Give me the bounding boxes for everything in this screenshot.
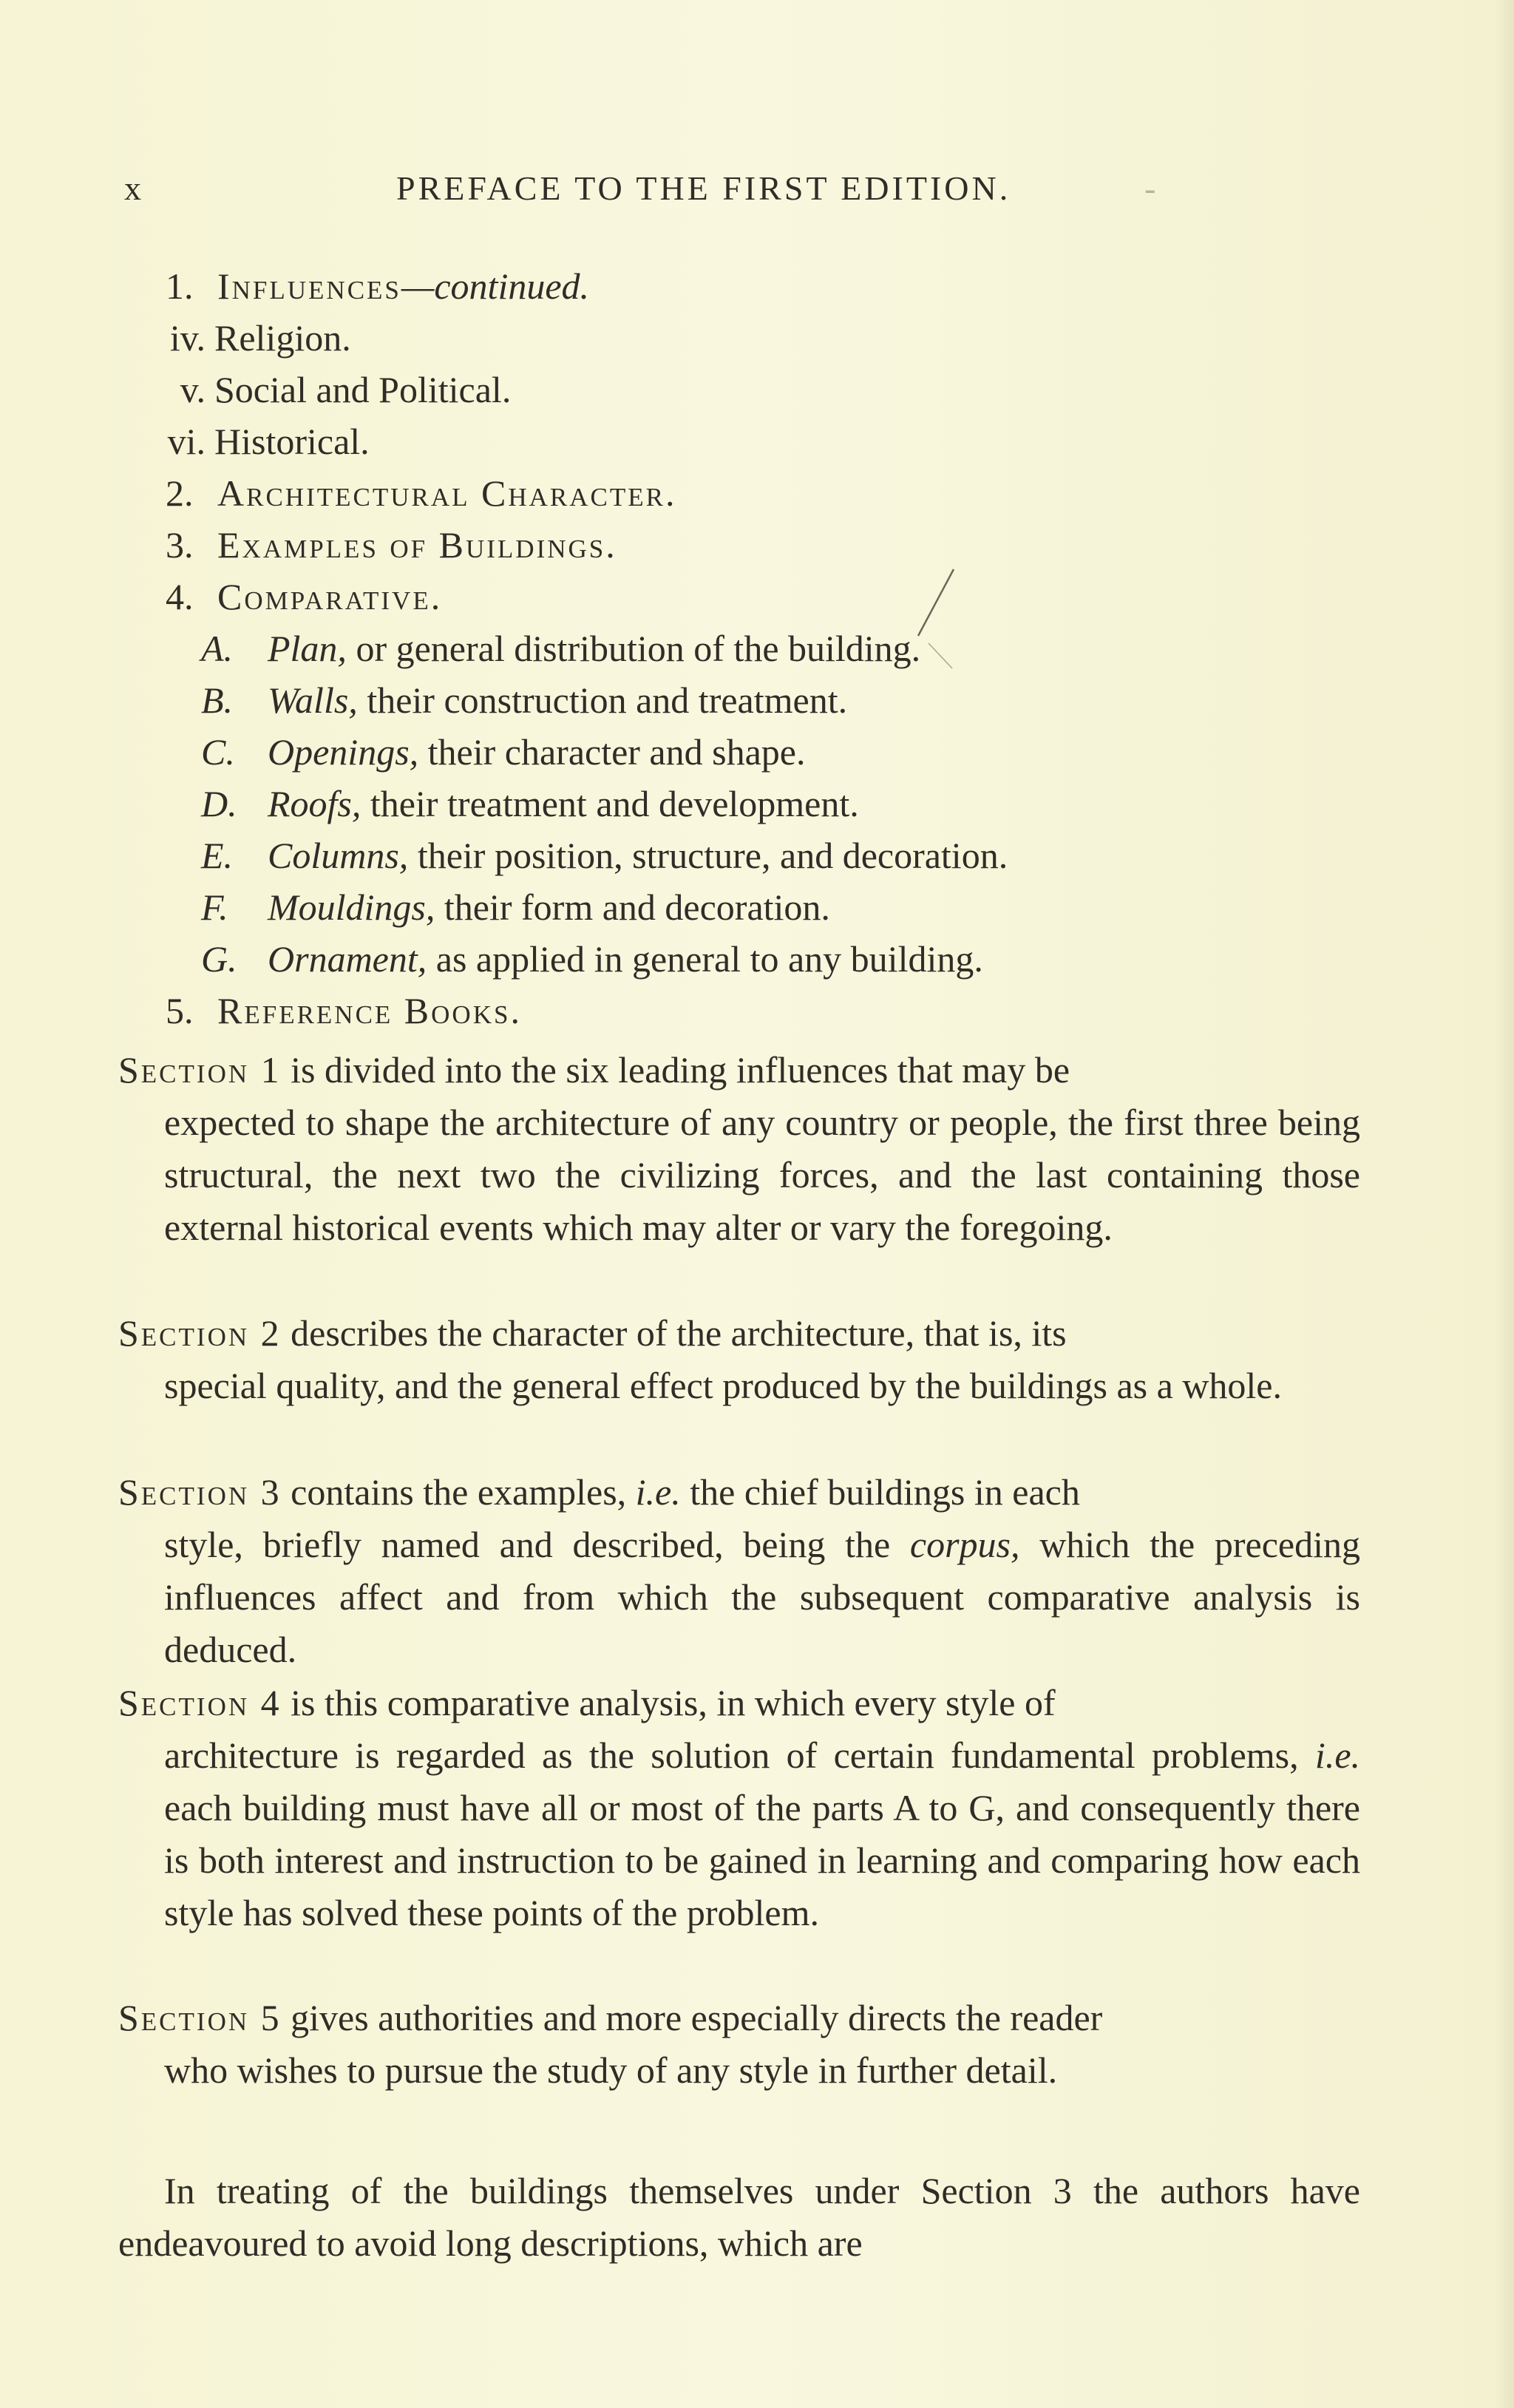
outline-item-3: 3. Examples of Buildings. <box>166 524 617 566</box>
section-2-description: Section 2 describes the character of the architecture, that is, its special quality, and the general effect produced by the buildings as a whole. <box>118 1312 1282 1406</box>
section-4-description: Section 4 is this comparative analysis, in which every style of architecture is regarded as the solution of certain fundamental problems, i.e. each building must have all or most of the parts A to G, and consequently there is both interest and instruction to be gained in learning and comparing how each style has solved these points of the problem. <box>118 1682 1361 1933</box>
header-mark: - <box>1144 169 1159 207</box>
comparative-item-d: D. Roofs, their treatment and development. <box>201 783 859 824</box>
section-1-description: Section 1 is divided into the six leading influences that may be expected to shape the architecture of any country or people, the first three being structural, the next two the civilizing forces, and the last containing those external historical events which may alter or vary the foregoing. <box>118 1049 1360 1248</box>
outline-subitem-v: v. Social and Political. <box>180 369 512 410</box>
outline-subitem-vi: vi. Historical. <box>167 421 370 462</box>
outline-item-2: 2. Architectural Character. <box>166 472 677 514</box>
section-5-description: Section 5 gives authorities and more especially directs the reader who wishes to pursue the study of any style in further detail. <box>118 1997 1103 2091</box>
comparative-item-c: C. Openings, their character and shape. <box>201 731 806 773</box>
outline-item-4: 4. Comparative. <box>166 576 443 617</box>
section-label: Section 5 <box>118 1997 282 2038</box>
comparative-item-a: A. Plan, or general distribution of the building. <box>201 628 921 669</box>
comparative-item-b: B. Walls, their construction and treatment. <box>201 679 848 721</box>
pencil-mark <box>908 563 967 674</box>
outline-item-label: Influences <box>217 265 401 307</box>
comparative-item-g: G. Ornament, as applied in general to any building. <box>201 938 983 980</box>
section-label: Section 3 <box>118 1471 282 1513</box>
outline-item-suffix: —continued. <box>401 265 590 307</box>
page-edge-shadow <box>1495 0 1514 2408</box>
section-label: Section 2 <box>118 1312 282 1354</box>
outline-item-5: 5. Reference Books. <box>166 990 522 1031</box>
page-header <box>0 169 1514 220</box>
section-3-description: Section 3 contains the examples, i.e. the chief buildings in each style, briefly named and described, being the corpus, which the preceding influences affect and from which the subsequent comparative analysis is deduced. <box>118 1471 1361 1670</box>
comparative-item-e: E. Columns, their position, structure, and decoration. <box>201 835 1008 876</box>
page-number: x <box>124 169 144 207</box>
comparative-item-f: F. Mouldings, their form and decoration. <box>201 886 830 928</box>
outline-item-1: 1. Influences—continued. <box>166 265 590 307</box>
closing-paragraph: In treating of the buildings themselves under Section 3 the authors have endeavoured to avoid long descriptions, which are <box>118 2170 1360 2264</box>
section-label: Section 4 <box>118 1682 282 1723</box>
section-label: Section 1 <box>118 1049 282 1091</box>
running-title: PREFACE TO THE FIRST EDITION. <box>396 169 1011 207</box>
outline-subitem-iv: iv. Religion. <box>169 317 351 359</box>
